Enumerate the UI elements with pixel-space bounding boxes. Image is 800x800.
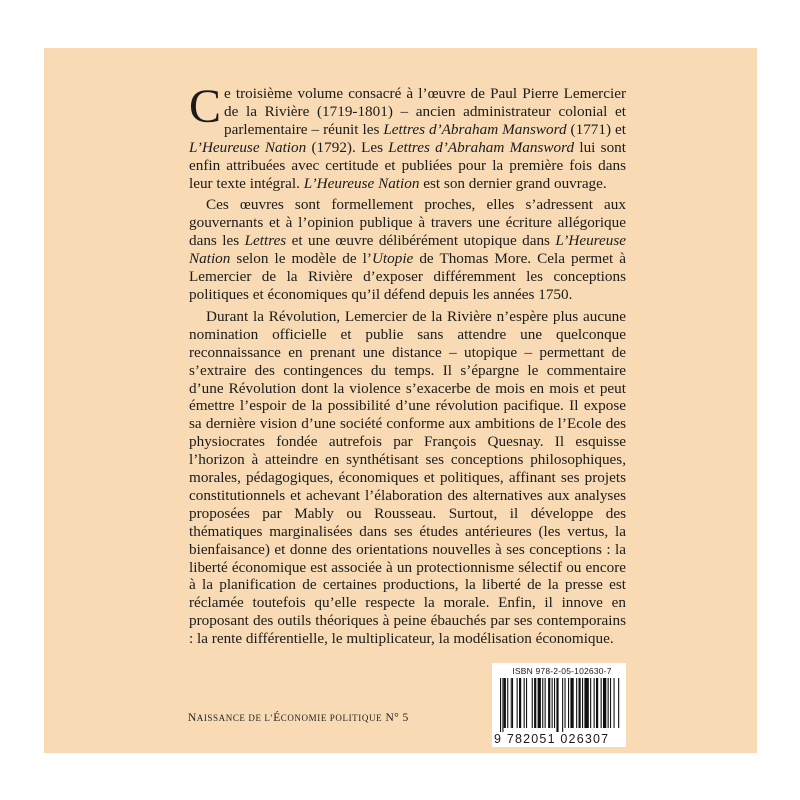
barcode-bar xyxy=(524,678,525,728)
barcode-bar xyxy=(596,678,598,728)
italic-title: L’Heureuse Nation xyxy=(189,138,307,156)
barcode-bar xyxy=(568,678,569,728)
text-run: (1792). Les xyxy=(306,138,389,156)
series-initial-n: N xyxy=(188,712,197,724)
barcode-bar xyxy=(614,678,615,728)
text-run: Ces œuvres sont formellement proches, elles s’adressent aux gouvernants et à l’opinion publique à travers une écriture allégorique dans les xyxy=(189,196,626,250)
text-run: e troisième volume consacré à l’œuvre de Paul Pierre Lemercier de la Rivière (1719-1801) – ancien administrateur colonial et parlementaire – réunit les xyxy=(224,85,626,138)
blurb-text xyxy=(189,80,626,652)
barcode-bar xyxy=(554,678,555,728)
barcode-bar xyxy=(618,678,619,728)
barcode-bar xyxy=(590,678,591,728)
barcode-bar xyxy=(579,678,581,728)
barcode-label xyxy=(492,663,626,747)
series-word-economie: CONOMIE POLITIQUE xyxy=(280,713,383,723)
barcode-bar xyxy=(594,678,595,728)
barcode-bar xyxy=(610,678,611,728)
text-run: est son dernier grand ouvrage. xyxy=(419,174,607,192)
barcode-bar xyxy=(552,678,553,728)
text-run: de Thomas More. Cela permet à Lemercier de la Rivière d’exposer différemment les conceptions politiques et économiques qu’il défend depuis les années 1750. xyxy=(189,250,626,303)
barcode-graphic xyxy=(498,678,620,732)
barcode-bar xyxy=(526,678,527,728)
blurb-paragraph xyxy=(189,196,626,303)
barcode-bar xyxy=(584,678,588,728)
series-word-naissance: AISSANCE DE L’ xyxy=(196,713,274,723)
barcode-bar xyxy=(502,678,503,732)
barcode-bar xyxy=(556,678,558,732)
italic-title: Utopie xyxy=(371,250,414,268)
text-run: Durant la Révolution, Lemercier de la Rivière n’espère plus aucune nomination officielle et publie sans attendre une quelconque reconnaissance en prenant une distance – utopique – permettant de s’extraire des contingences du temps. Il s’épargne le commentaire d’une Révolution dont la violence s’exacerbe de mois en mois et peut émettre l’espoir de la possibilité d’une révolution pacifique. Il expose sa dernière vision d’une société conforme aux ambitions de l’Ecole des physiocrates fondée autrefois par François Quesnay. Il esquisse l’horizon à atteindre en synthétisant ses conceptions philosophiques, morales, pédagogiques, économiques et politiques, affinant ses projets constitutionnels et achevant l’élaboration des alternatives aux analyses proposées par Mably ou Rousseau. Surtout, il développe des thématiques marginalisées dans ses études antérieures (les vertus, la bienfaisance) et donne des orientations nouvelles à ses conceptions : la liberté économique est associée à un protectionnisme sélectif ou encore à la planification de certaines productions, la liberté de la presse est réclamée toutefois qu’elle respecte la morale. Enfin, il innove en proposant des outils théoriques à peine ébauchés par ses contemporains : la rente différentielle, le multiplicateur, la modélisation économique. xyxy=(189,307,626,648)
barcode-bar xyxy=(608,678,609,728)
text-run: et une œuvre délibérément utopique dans xyxy=(286,232,556,250)
barcode-bar xyxy=(562,678,563,732)
barcode-bar xyxy=(542,678,543,728)
barcode-bar xyxy=(507,678,508,728)
series-number: N° 5 xyxy=(385,712,409,724)
ean-digits: 9 782051 026307 xyxy=(494,732,610,746)
italic-title: Lettres d’Abraham Mansword xyxy=(388,138,575,156)
barcode-bar xyxy=(512,678,513,728)
isbn-number: ISBN 978-2-05-102630-7 xyxy=(512,666,612,676)
barcode-bar xyxy=(601,678,602,728)
drop-cap: C xyxy=(189,80,222,133)
barcode-bar xyxy=(545,678,546,728)
barcode-bar xyxy=(548,678,550,728)
barcode-bar xyxy=(570,678,573,728)
series-initial-e: É xyxy=(273,712,281,724)
barcode-bar xyxy=(582,678,583,728)
italic-title: L’Heureuse Nation xyxy=(189,232,626,268)
text-run: selon le modèle de l’ xyxy=(230,250,372,268)
italic-title: L’Heureuse Nation xyxy=(303,174,420,192)
barcode-bar xyxy=(565,678,566,728)
barcode-bar xyxy=(538,678,541,728)
italic-title: Lettres xyxy=(244,232,287,250)
barcode-bar xyxy=(532,678,533,728)
barcode-bar xyxy=(603,678,606,728)
barcode-bar xyxy=(519,678,521,728)
italic-title: Lettres d’Abraham Mansword xyxy=(383,120,567,138)
barcode-bar xyxy=(500,678,501,732)
blurb-paragraph xyxy=(189,80,626,192)
barcode-bar xyxy=(534,678,536,728)
barcode-bar xyxy=(517,678,518,728)
barcode-bar xyxy=(504,678,506,728)
text-run: (1771) et xyxy=(566,120,626,138)
barcode-bar xyxy=(576,678,577,728)
barcode-bar xyxy=(511,678,512,728)
series-title xyxy=(188,712,409,724)
blurb-paragraph xyxy=(189,308,626,648)
text-run: lui sont enfin attribuées avec certitude et publiées pour la première fois dans leur texte intégral. xyxy=(189,138,626,192)
